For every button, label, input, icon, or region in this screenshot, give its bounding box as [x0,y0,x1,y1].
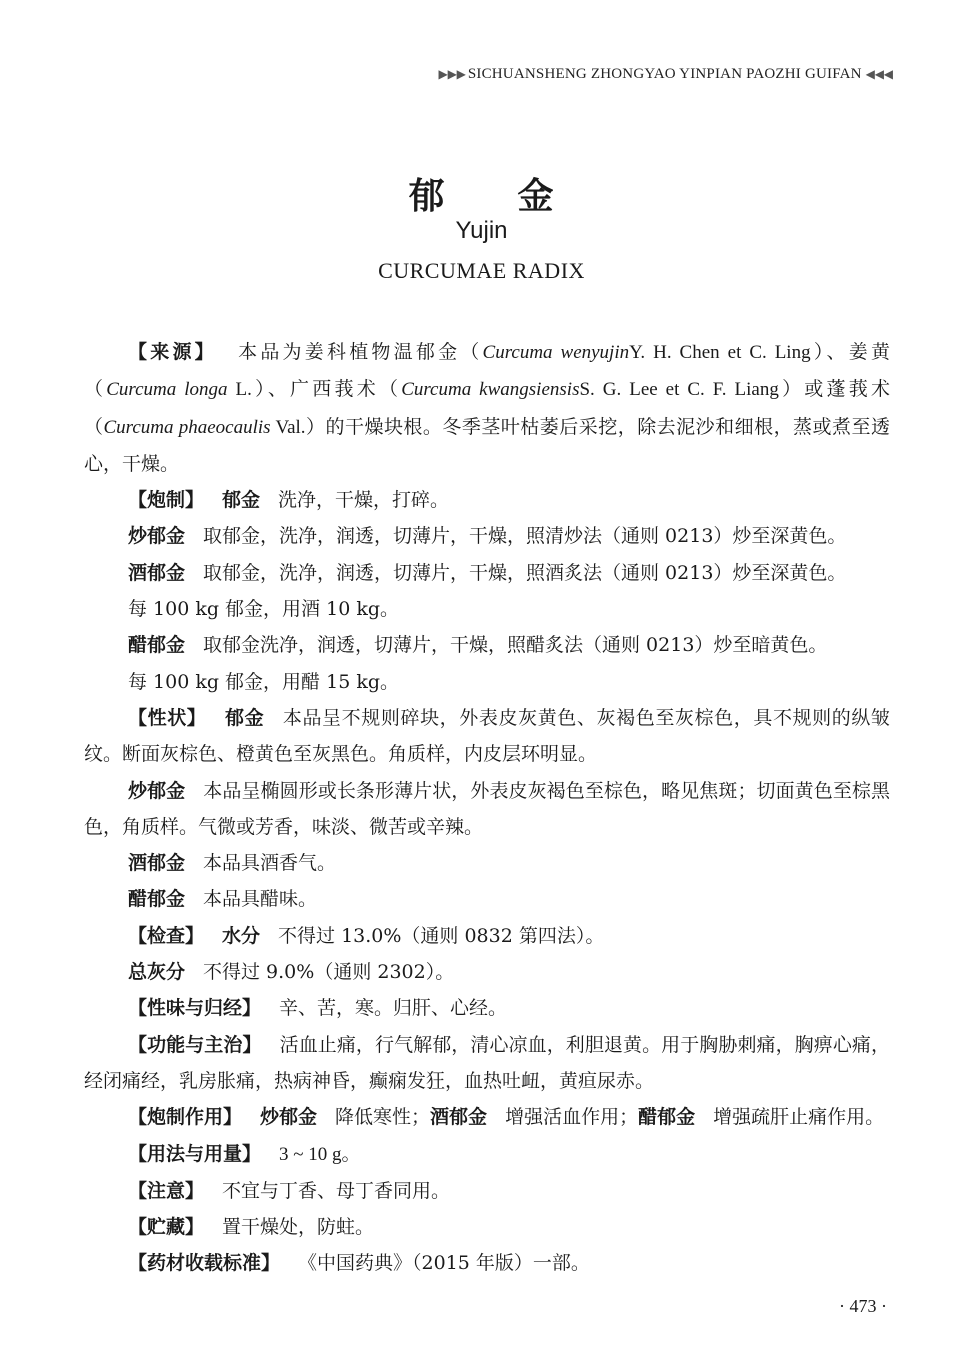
description-yujin-text: 本品呈不规则碎块，外表皮灰黄色、灰褐色至灰棕色，具不规则的纵皱纹。断面灰棕色、橙黄色至灰黑色。角质样，内皮层环明显。 [84,706,890,766]
usage-text: 3 ~ 10 g。 [279,1143,361,1165]
processing-yujin-label: 郁金 [222,489,261,512]
page-number: · 473 · [839,1296,887,1316]
storage-heading: 【贮藏】 [128,1216,205,1239]
section-caution [84,1173,890,1209]
header-arrows-left: ▶ ▶ ▶ [438,67,464,81]
source-text-1: 本品为姜科植物温郁金（ [234,341,483,363]
species-4: Curcuma phaeocaulis [103,416,271,438]
section-inspection [84,918,890,954]
section-storage [84,1209,890,1245]
section-effects [84,1099,890,1135]
processing-jiu-label: 酒郁金 [128,561,186,584]
inspection-water-label: 水分 [222,924,261,947]
description-yujin-label: 郁金 [224,706,265,729]
effects-chao-text: 降低寒性； [335,1106,431,1129]
processing-jiu [84,555,890,591]
processing-cu [84,627,890,663]
nature-text: 辛、苦，寒。归肝、心经。 [279,997,508,1020]
description-cu-text: 本品具醋味。 [203,888,318,911]
processing-yujin-text: 洗净，干燥，打碎。 [278,489,450,512]
processing-jiu-note: 每 100 kg 郁金，用酒 10 kg。 [128,598,399,621]
title-latin: CURCUMAE RADIX [378,258,585,283]
title-pinyin: Yujin [455,217,508,244]
inspection-ash-label: 总灰分 [128,961,186,984]
section-source [84,334,890,482]
description-chao [84,773,890,846]
source-text-4: ）或蓬莪术（ [84,378,890,438]
functions-heading: 【功能与主治】 [128,1033,262,1056]
author-3: S. G. Lee et C. F. Liang [579,379,779,401]
effects-heading: 【炮制作用】 [128,1106,243,1129]
description-jiu [84,845,890,881]
description-cu-label: 醋郁金 [128,888,186,911]
nature-heading: 【性味与归经】 [128,997,262,1020]
standard-text: 《中国药典》（2015 年版）一部。 [298,1252,590,1275]
description-chao-text: 本品呈椭圆形或长条形薄片状，外表皮灰褐色至棕色，略见焦斑；切面黄色至棕黑色，角质样。气微或芳香，味淡、微苦或辛辣。 [84,779,890,838]
author-2: L. [227,379,252,401]
processing-cu-note: 每 100 kg 郁金，用醋 15 kg。 [128,670,399,693]
section-description [84,700,890,773]
section-usage [84,1136,890,1173]
monograph-body [84,334,890,1282]
caution-text: 不宜与丁香、母丁香同用。 [222,1179,451,1202]
processing-chao [84,518,890,554]
description-heading: 【性状】 [128,706,207,729]
title-char-1: 郁 [408,175,446,217]
running-header [439,66,891,83]
title-char-2: 金 [517,175,555,217]
inspection-ash [84,954,890,990]
source-text-3: ）、广西莪术（ [251,378,402,401]
effects-cu-text: 增强疏肝止痛作用。 [713,1106,885,1129]
storage-text: 置干燥处，防蛀。 [222,1216,375,1239]
description-jiu-label: 酒郁金 [128,852,186,875]
header-arrows-right: ◀ ◀ ◀ [865,67,891,81]
processing-cu-text: 取郁金洗净，润透，切薄片，干燥，照醋炙法（通则 0213）炒至暗黄色。 [203,634,828,657]
author-4: Val. [270,416,306,438]
source-text-2: ）、姜黄（ [84,341,890,401]
header-text: SICHUANSHENG ZHONGYAO YINPIAN PAOZHI GUIFAN [467,66,862,82]
source-heading: 【来源】 [128,341,217,363]
species-1: Curcuma wenyujin [482,342,630,363]
inspection-water-text: 不得过 13.0%（通则 0832 第四法）。 [278,924,605,947]
processing-jiu-text: 取郁金，洗净，润透，切薄片，干燥，照酒炙法（通则 0213）炒至深黄色。 [203,561,847,584]
species-2: Curcuma longa [106,379,228,401]
source-text-5: ）的干燥块根。冬季茎叶枯萎后采挖，除去泥沙和细根，蒸或煮至透心，干燥。 [84,415,890,475]
effects-chao-label: 炒郁金 [260,1106,318,1129]
section-processing [84,482,890,518]
inspection-ash-text: 不得过 9.0%（通则 2302）。 [203,961,455,984]
effects-jiu-text: 增强活血作用； [505,1106,639,1129]
processing-cu-label: 醋郁金 [128,634,186,657]
processing-chao-text: 取郁金，洗净，润透，切薄片，干燥，照清炒法（通则 0213）炒至深黄色。 [203,525,847,548]
inspection-heading: 【检查】 [128,924,205,947]
species-3: Curcuma kwangsiensis [401,379,580,401]
page-title [0,168,963,219]
description-jiu-text: 本品具酒香气。 [203,852,337,875]
section-functions [84,1027,890,1100]
usage-heading: 【用法与用量】 [128,1142,262,1165]
functions-text: 活血止痛，行气解郁，清心凉血，利胆退黄。用于胸胁刺痛，胸痹心痛，经闭痛经，乳房胀痛，热病神昏，癫痫发狂，血热吐衄，黄疸尿赤。 [84,1033,890,1092]
description-cu [84,881,890,917]
description-chao-label: 炒郁金 [128,779,186,802]
processing-chao-label: 炒郁金 [128,525,186,548]
effects-jiu-label: 酒郁金 [430,1106,488,1129]
author-1: Y. H. Chen et C. Ling [629,342,811,363]
caution-heading: 【注意】 [128,1179,205,1202]
standard-heading: 【药材收载标准】 [128,1252,281,1275]
effects-cu-label: 醋郁金 [638,1106,696,1129]
section-standard [84,1245,890,1281]
processing-heading: 【炮制】 [128,489,205,512]
section-nature [84,990,890,1026]
